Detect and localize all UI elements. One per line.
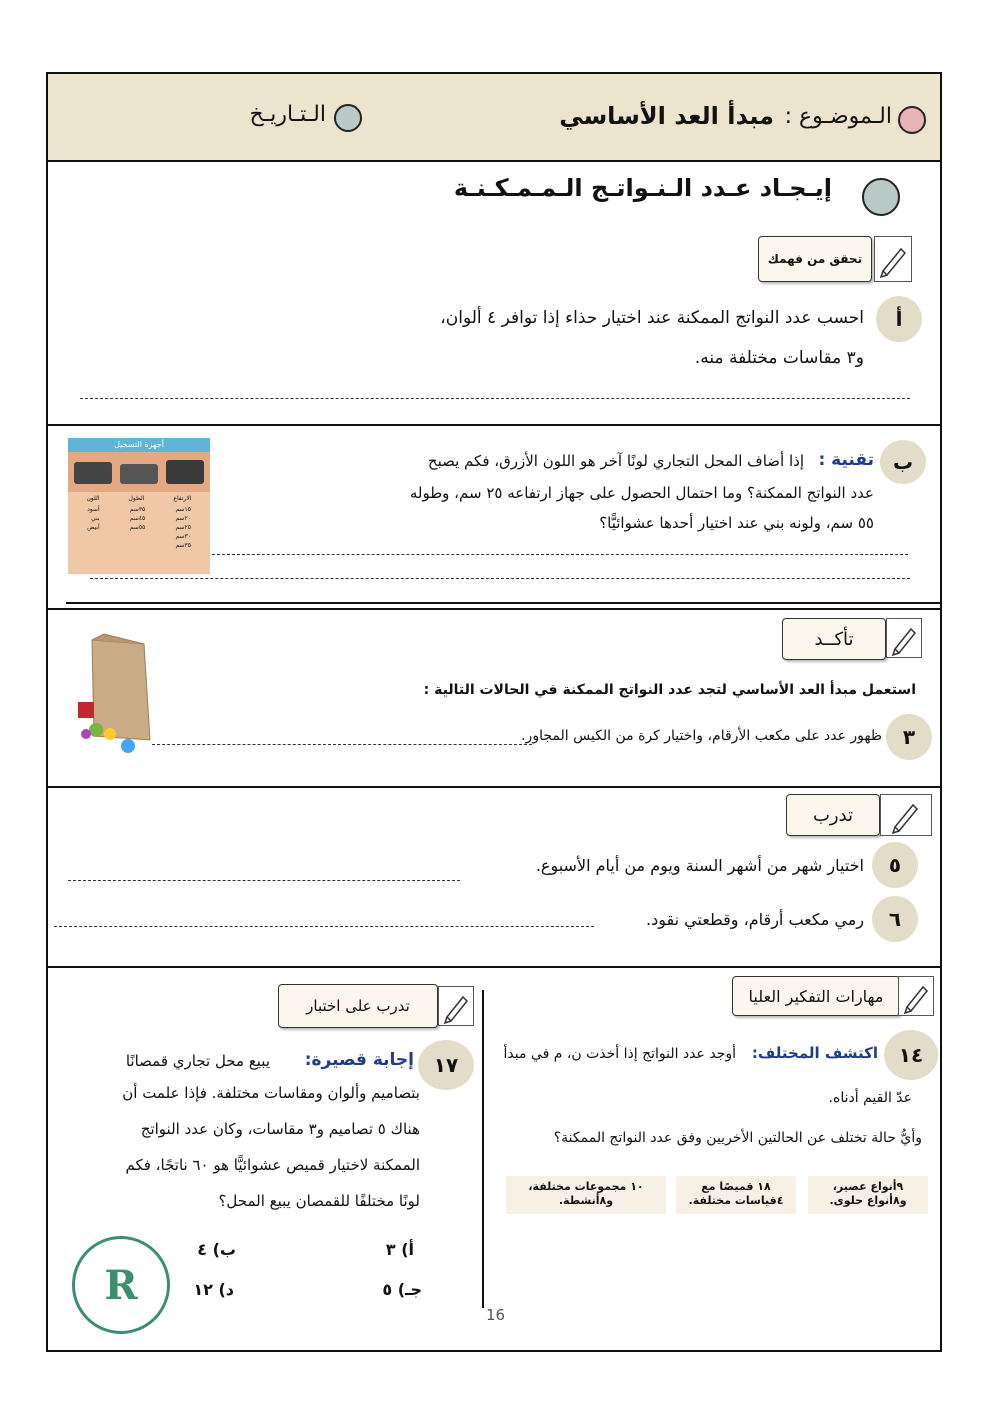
choice-label: جـ) (397, 1280, 422, 1299)
question-14-line2: عدّ القيم أدناه. (828, 1090, 912, 1106)
question-17-number: ١٧ (418, 1040, 474, 1090)
height-value: ٢٠سم (175, 515, 191, 522)
choice-value: ٥ (382, 1280, 393, 1299)
subject-label: الـموضـوع : (784, 104, 892, 129)
question-b-number: ب (880, 440, 926, 484)
divider (66, 602, 940, 604)
option-line: ١٨ قميصًا مع (701, 1180, 771, 1193)
question-6-text: رمي مكعب أرقام، وقطعتي نقود. (646, 910, 864, 929)
answer-line (68, 880, 460, 881)
col-height-label: الارتفاع (173, 495, 192, 502)
confirm-instruction: استعمل مبدأ العد الأساسي لتجد عدد النواتج الممكنة في الحالات التالية : (423, 682, 916, 698)
divider (48, 608, 940, 610)
option-line: ٩أنواع عصير، (832, 1180, 904, 1193)
choice-d (193, 1280, 234, 1299)
question-a-number: أ (876, 296, 922, 342)
question-14-line3: وأيُّ حالة تختلف عن الحالتين الأخريين وفق عدد النواتج الممكنة؟ (553, 1130, 922, 1146)
option-card (808, 1176, 928, 1214)
question-14-number: ١٤ (884, 1030, 938, 1080)
question-b-label: تقنية : (818, 450, 874, 470)
question-b-line3: ٥٥ سم، ولونه بني عند اختيار أحدها عشوائيًّا؟ (599, 514, 874, 532)
question-17-line3: هناك ٥ تصاميم و٣ مقاسات، وكان عدد النواتج (140, 1120, 420, 1138)
height-value: ٢٥سم (175, 524, 191, 531)
question-a-line1: احسب عدد النواتج الممكنة عند اختيار حذاء إذا توافر ٤ ألوان، (440, 308, 864, 328)
recorders-figure (68, 438, 210, 574)
choice-a (386, 1240, 414, 1259)
question-3-number: ٣ (886, 714, 932, 760)
recorders-image (68, 452, 210, 492)
height-value: ٣٠سم (175, 533, 191, 540)
logo-letter: R (104, 1261, 138, 1309)
length-value: ٤٥سم (129, 515, 146, 522)
choice-value: ٤ (197, 1240, 208, 1259)
question-14-line1: أوجد عدد النواتج إذا أخذت ن، م في مبدأ (503, 1046, 736, 1062)
bag-illustration (74, 630, 154, 754)
divider (48, 966, 940, 968)
practice-tag (786, 794, 880, 836)
question-17-line5: لونًا مختلفًا للقمصان يبيع المحل؟ (218, 1192, 420, 1210)
question-3-text: ظهور عدد على مكعب الأرقام، واختيار كرة من الكيس المجاور. (521, 728, 882, 744)
answer-line (212, 554, 908, 555)
choice-label: ب) (212, 1240, 236, 1259)
color-value: بني (91, 515, 100, 522)
choice-c (382, 1280, 422, 1299)
option-line: ١٠ مجموعات مختلفة، (528, 1180, 644, 1193)
pencil-icon (886, 618, 922, 658)
confirm-tag-label: تأكــد (814, 628, 854, 650)
question-5-number: ٥ (872, 842, 918, 888)
higher-thinking-tag (732, 976, 900, 1016)
date-label: الـتـاريـخ (249, 102, 326, 127)
option-line: ٤قياسات مختلفة. (688, 1194, 784, 1207)
question-17-line2: بتصاميم وألوان ومقاسات مختلفة. فإذا علمت أن (122, 1084, 420, 1102)
option-line: و٨أنشطة. (558, 1194, 614, 1207)
option-card (506, 1176, 666, 1214)
lesson-title: إيـجـاد عـدد الـنـواتـج الـمـمـكـنـة (453, 174, 832, 202)
option-line: و٨أنواع حلوى. (829, 1194, 907, 1207)
question-5-text: اختيار شهر من أشهر السنة ويوم من أيام الأسبوع. (535, 856, 864, 875)
question-17-line1: يبيع محل تجاري قمصانًا (125, 1052, 270, 1070)
subject-value: مبدأ العد الأساسي (559, 102, 774, 130)
question-14-label: اكتشف المختلف: (751, 1044, 878, 1062)
question-a-line2: و٣ مقاسات مختلفة منه. (694, 348, 864, 368)
color-value: أسود (87, 506, 100, 513)
height-value: ١٥سم (175, 506, 191, 513)
column-divider (482, 990, 484, 1308)
choice-label: د) (218, 1280, 234, 1299)
divider (48, 424, 940, 426)
height-value: ٣٥سم (175, 542, 191, 549)
pencil-icon (874, 236, 912, 282)
higher-tag-label: مهارات التفكير العليا (748, 986, 884, 1006)
logo (72, 1236, 170, 1334)
divider (48, 786, 940, 788)
option-card (676, 1176, 796, 1214)
pencil-icon (898, 976, 934, 1016)
choice-label: أ) (401, 1240, 414, 1259)
lesson-bullet-icon (862, 178, 900, 216)
pencil-icon (880, 794, 932, 836)
question-17-label: إجابة قصيرة: (304, 1050, 414, 1070)
col-color-label: اللون (86, 495, 100, 502)
test-practice-tag (278, 984, 438, 1028)
answer-line (152, 744, 532, 745)
length-value: ٣٥سم (129, 506, 146, 513)
col-length-label: الطول (128, 495, 145, 502)
confirm-tag (782, 618, 886, 660)
pencil-icon (438, 986, 474, 1026)
question-b-line1: إذا أضاف المحل التجاري لونًا آخر هو اللون الأزرق، فكم يصبح (427, 452, 804, 470)
figure-title: أجهزة التسجيل (68, 438, 210, 452)
choice-b (197, 1240, 236, 1259)
question-17-line4: الممكنة لاختيار قميص عشوائيًّا هو ٦٠ ناتجًا، فكم (125, 1156, 420, 1174)
answer-line (54, 926, 594, 927)
answer-line (90, 578, 910, 579)
check-tag-label: تحقق من فهمك (767, 252, 863, 266)
test-tag-label: تدرب على اختبار (306, 997, 410, 1015)
color-value: أبيض (87, 524, 100, 531)
answer-line (80, 398, 910, 399)
question-b-line2: عدد النواتج الممكنة؟ وما احتمال الحصول على جهاز ارتفاعه ٢٥ سم، وطوله (409, 484, 874, 502)
page-number: 16 (486, 1306, 506, 1324)
subject-bullet-icon (898, 106, 926, 134)
length-value: ٥٥سم (129, 524, 146, 531)
choice-value: ١٢ (193, 1280, 213, 1299)
check-understanding-tag (758, 236, 872, 282)
choice-value: ٣ (385, 1240, 396, 1259)
date-bullet-icon (334, 104, 362, 132)
practice-tag-label: تدرب (812, 804, 854, 826)
question-6-number: ٦ (872, 896, 918, 942)
